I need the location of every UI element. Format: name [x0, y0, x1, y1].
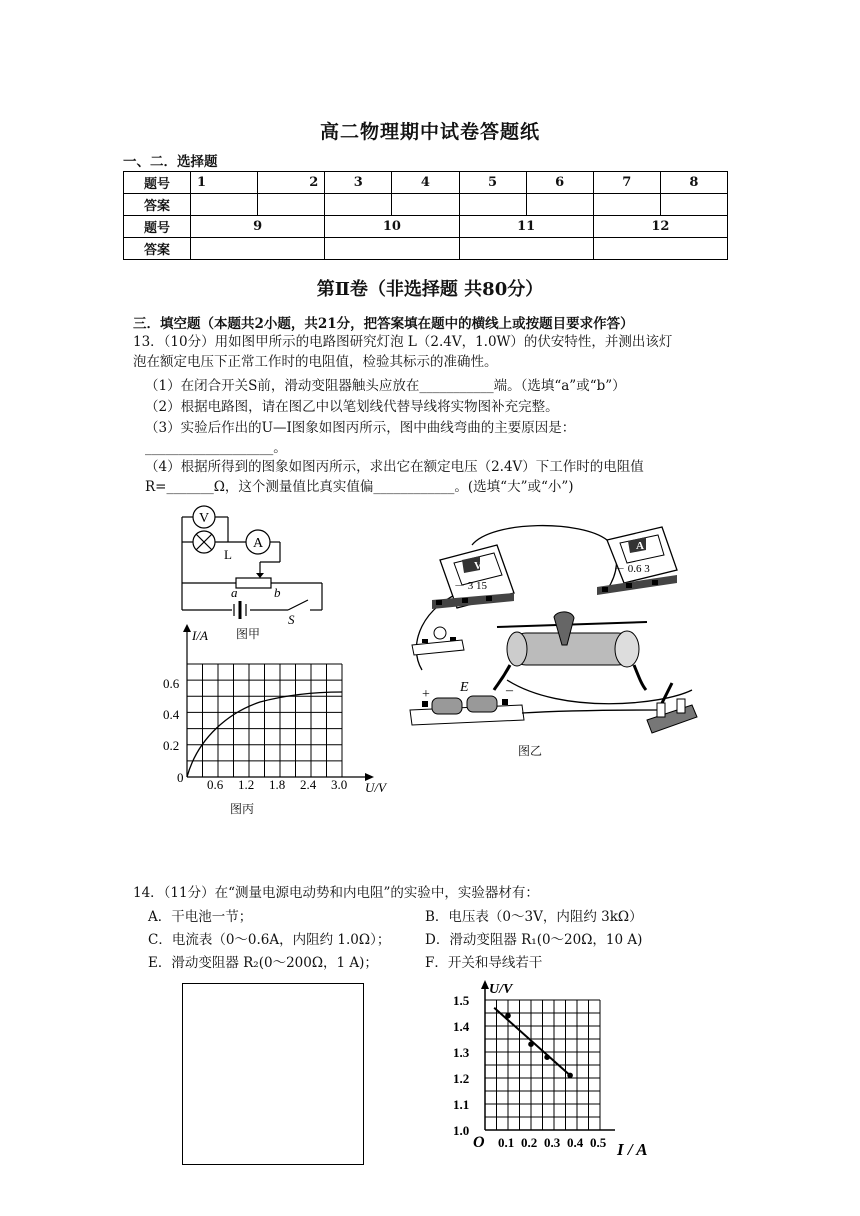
x-tick-label: 0.5 [590, 1135, 607, 1150]
table-row [124, 216, 728, 238]
battery-minus-label: – [506, 683, 513, 698]
ammeter-label: A [252, 536, 264, 551]
table-row [124, 172, 728, 194]
table-row [124, 194, 728, 216]
y-tick-label: 1.0 [453, 1123, 470, 1138]
data-point [505, 1013, 511, 1019]
y-axis-label: U/V [489, 982, 513, 997]
answer-cell[interactable] [258, 194, 325, 216]
part-two-heading: 第Ⅱ卷（非选择题 共80分） [316, 279, 544, 300]
q14-item-f: F．开关和导线若干 [425, 955, 543, 971]
ammeter-range-label: － 0.6 3 [614, 563, 650, 575]
question-number: 3 [325, 172, 392, 194]
page-title: 高二物理期中试卷答题纸 [319, 121, 540, 143]
x-tick-label: 0.4 [567, 1135, 584, 1150]
ammeter-device [597, 527, 677, 595]
point-a-label: a [231, 585, 238, 600]
q13-part2: （2）根据电路图，请在图乙中以笔划线代替导线将实物图补充完整。 [145, 399, 559, 415]
data-point [528, 1041, 534, 1047]
answer-cell[interactable] [459, 194, 526, 216]
question-number: 5 [459, 172, 526, 194]
x-tick-label: 0.2 [521, 1135, 538, 1150]
question-number: 6 [526, 172, 593, 194]
voltmeter-device [432, 545, 514, 609]
voltmeter-label: V [198, 511, 210, 526]
q14-item-a: A．干电池一节； [148, 909, 253, 925]
arrow-up-icon [183, 624, 191, 632]
y-tick-label: 0.4 [163, 707, 180, 722]
section-heading-choice: 一、二．选择题 [123, 154, 218, 170]
figure-yi-caption: 图乙 [518, 744, 543, 758]
row-label: 题号 [124, 172, 191, 194]
question-number: 11 [459, 216, 593, 238]
answer-cell[interactable] [325, 194, 392, 216]
figure-jia-caption: 图甲 [236, 627, 261, 641]
ammeter-face-label: A [636, 540, 644, 552]
row-label: 题号 [124, 216, 191, 238]
x-axis-label: U/V [365, 780, 386, 795]
q13-part4-line1: （4）根据所得到的图象如图丙所示，求出它在额定电压（2.4V）下工作时的电阻值 [145, 459, 644, 475]
q13-line2: 泡在额定电压下正常工作时的电阻值，检验其标示的准确性。 [133, 354, 498, 370]
voltmeter-range-label: － 3 15 [454, 580, 487, 592]
q13-part3-blank[interactable]: ___________________。 [145, 440, 287, 456]
question-number: 12 [593, 216, 727, 238]
y-tick-label: 1.5 [453, 993, 470, 1008]
q13-part3: （3）实验后作出的U—I图象如图丙所示，图中曲线弯曲的主要原因是： [145, 420, 576, 436]
data-point [544, 1054, 550, 1060]
table-row [124, 238, 728, 260]
voltmeter-face-label: V [474, 560, 482, 572]
q13-part4-line2: R=_______Ω，这个测量值比真实值偏____________。(选填“大”或“小”) [145, 479, 574, 495]
apparatus-drawing [402, 505, 702, 745]
circuit-drawing-box[interactable] [182, 983, 364, 1165]
figure-bing-caption: 图丙 [230, 802, 255, 816]
x-tick-label: 1.2 [238, 777, 255, 792]
origin-label: O [473, 1134, 485, 1151]
battery-e-label: E [460, 680, 469, 695]
answer-cell[interactable] [526, 194, 593, 216]
q14-item-c: C．电流表（0～0.6A，内阻约 1.0Ω）； [148, 932, 391, 948]
q13-part1: （1）在闭合开关S前，滑动变阻器触头应放在___________端。（选填“a”或“b”） [145, 378, 626, 394]
answer-cell[interactable] [459, 238, 593, 260]
q14-item-b: B．电压表（0～3V，内阻约 3kΩ） [425, 909, 643, 925]
answer-table [123, 171, 728, 260]
x-axis-label: I / A [617, 1140, 648, 1159]
answer-cell[interactable] [191, 238, 325, 260]
q14-item-e: E．滑动变阻器 R₂(0～200Ω，1 A)； [148, 955, 378, 971]
y-tick-label: 1.4 [453, 1019, 470, 1034]
y-tick-label: 1.3 [453, 1045, 470, 1060]
row-label: 答案 [124, 194, 191, 216]
y-tick-label: 1.2 [453, 1071, 470, 1086]
iu-graph [150, 622, 410, 797]
answer-cell[interactable] [191, 194, 258, 216]
answer-cell[interactable] [593, 238, 727, 260]
x-tick-label: 0.6 [207, 777, 224, 792]
q13-line1: 13．（10分）用如图甲所示的电路图研究灯泡 L（2.4V，1.0W）的伏安特性，并测出该灯 [133, 334, 673, 350]
x-tick-label: 2.4 [300, 777, 317, 792]
question-number: 2 [258, 172, 325, 194]
rheostat-device [494, 612, 647, 690]
question-number: 4 [392, 172, 459, 194]
section-heading-fill: 三．填空题（本题共2小题，共21分，把答案填在题中的横线上或按题目要求作答） [133, 316, 634, 332]
lamp-label: L [224, 547, 232, 562]
y-tick-label: 0.2 [163, 738, 180, 753]
answer-cell[interactable] [593, 194, 660, 216]
origin-label: 0 [177, 770, 184, 785]
switch-label: S [288, 612, 295, 627]
arrow-up-icon [481, 980, 489, 989]
y-tick-label: 1.1 [453, 1097, 470, 1112]
answer-cell[interactable] [325, 238, 459, 260]
q14-item-d: D．滑动变阻器 R₁(0～20Ω，10 A) [425, 932, 643, 948]
circuit-diagram [170, 500, 340, 630]
row-label: 答案 [124, 238, 191, 260]
answer-cell[interactable] [660, 194, 727, 216]
y-tick-label: 0.6 [163, 676, 180, 691]
battery-plus-label: + [422, 687, 430, 702]
question-number: 10 [325, 216, 459, 238]
q14-line1: 14．（11分）在“测量电源电动势和内电阻”的实验中，实验器材有： [133, 885, 539, 901]
question-number: 1 [191, 172, 258, 194]
slider-arrow-icon [256, 573, 264, 578]
x-tick-label: 3.0 [331, 777, 348, 792]
question-number: 7 [593, 172, 660, 194]
ui-chart [445, 975, 670, 1160]
data-point [567, 1073, 573, 1079]
question-number: 9 [191, 216, 325, 238]
x-tick-label: 1.8 [269, 777, 286, 792]
y-axis-label: I/A [192, 628, 208, 643]
point-b-label: b [274, 585, 281, 600]
x-tick-label: 0.1 [498, 1135, 515, 1150]
x-tick-label: 0.3 [544, 1135, 561, 1150]
answer-cell[interactable] [392, 194, 459, 216]
question-number: 8 [660, 172, 727, 194]
